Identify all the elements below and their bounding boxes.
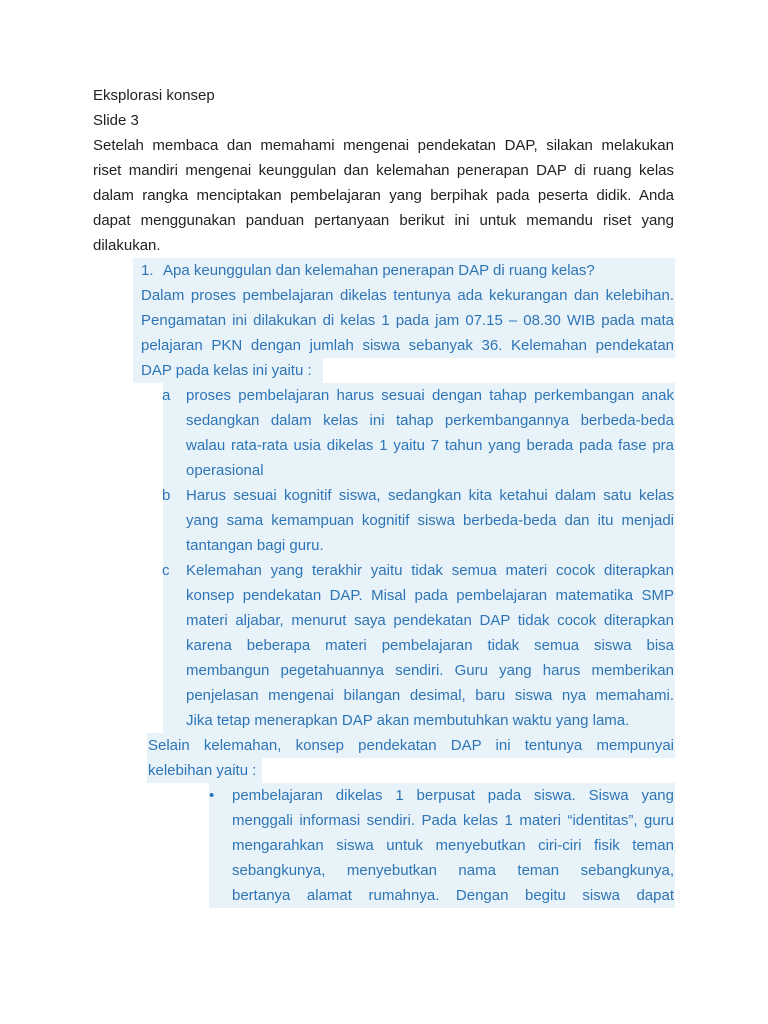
weakness-line: sedangkan dalam kelas ini tahap perkembangannya berbeda-beda [186,412,674,429]
intro-line: dalam rangka menciptakan pembelajaran yang berpihak pada peserta didik. Anda [93,187,674,204]
intro-line: dapat menggunakan panduan pertanyaan berikut ini untuk memandu riset yang [93,212,674,229]
weakness-line: proses pembelajaran harus sesuai dengan tahap perkembangan anak [186,387,674,404]
strength-line: bertanya alamat rumahnya. Dengan begitu siswa dapat [232,887,674,904]
strengths-intro-line: Selain kelemahan, konsep pendekatan DAP ini tentunya mempunyai [148,737,674,754]
page-heading: Eksplorasi konsep [93,87,215,104]
intro-line: Setelah membaca dan memahami mengenai pendekatan DAP, silakan melakukan [93,137,674,154]
weakness-line: penjelasan mengenai bilangan desimal, baru siswa nya memahami. [186,687,674,704]
weakness-line: konsep pendekatan DAP. Misal pada pembelajaran matematika SMP [186,587,674,604]
answer-line: DAP pada kelas ini yaitu : [141,362,312,379]
answer-line: pelajaran PKN dengan jumlah siswa sebanyak 36. Kelemahan pendekatan [141,337,674,354]
intro-line: dilakukan. [93,237,161,254]
answer-line: Pengamatan ini dilakukan di kelas 1 pada jam 07.15 – 08.30 WIB pada mata [141,312,674,329]
weakness-line: tantangan bagi guru. [186,537,324,554]
weakness-marker: a [162,387,171,404]
intro-line: riset mandiri mengenai keunggulan dan kelemahan penerapan DAP di ruang kelas [93,162,674,179]
strength-line: sebangkunya, menyebutkan nama teman sebangkunya, [232,862,674,879]
weakness-line: operasional [186,462,264,479]
weakness-marker: c [162,562,170,579]
strength-line: mengarahkan siswa untuk menyebutkan ciri-ciri fisik teman [232,837,674,854]
weakness-line: karena beberapa materi pembelajaran tidak semua siswa bisa [186,637,674,654]
weakness-line: Kelemahan yang terakhir yaitu tidak semua materi cocok diterapkan [186,562,674,579]
weakness-line: materi aljabar, menurut saya pendekatan DAP tidak cocok diterapkan [186,612,674,629]
answer-line: Dalam proses pembelajaran dikelas tentunya ada kekurangan dan kelebihan. [141,287,674,304]
weakness-line: Jika tetap menerapkan DAP akan membutuhkan waktu yang lama. [186,712,630,729]
weakness-marker: b [162,487,171,504]
strength-line: pembelajaran dikelas 1 berpusat pada siswa. Siswa yang [232,787,674,804]
weakness-line: walau rata-rata usia dikelas 1 yaitu 7 tahun yang berada pada fase pra [186,437,674,454]
weakness-line: yang sama kemampuan kognitif siswa berbeda-beda dan itu menjadi [186,512,674,529]
strength-line: menggali informasi sendiri. Pada kelas 1 materi “identitas”, guru [232,812,674,829]
weakness-line: Harus sesuai kognitif siswa, sedangkan kita ketahui dalam satu kelas [186,487,674,504]
question-number: 1. [141,262,154,279]
bullet-icon: • [209,787,215,804]
slide-label: Slide 3 [93,112,139,129]
weakness-line: membangun pegetahuannya sendiri. Guru yang harus memberikan [186,662,674,679]
strengths-intro-line: kelebihan yaitu : [148,762,257,779]
question-text: Apa keunggulan dan kelemahan penerapan DAP di ruang kelas? [163,262,595,279]
